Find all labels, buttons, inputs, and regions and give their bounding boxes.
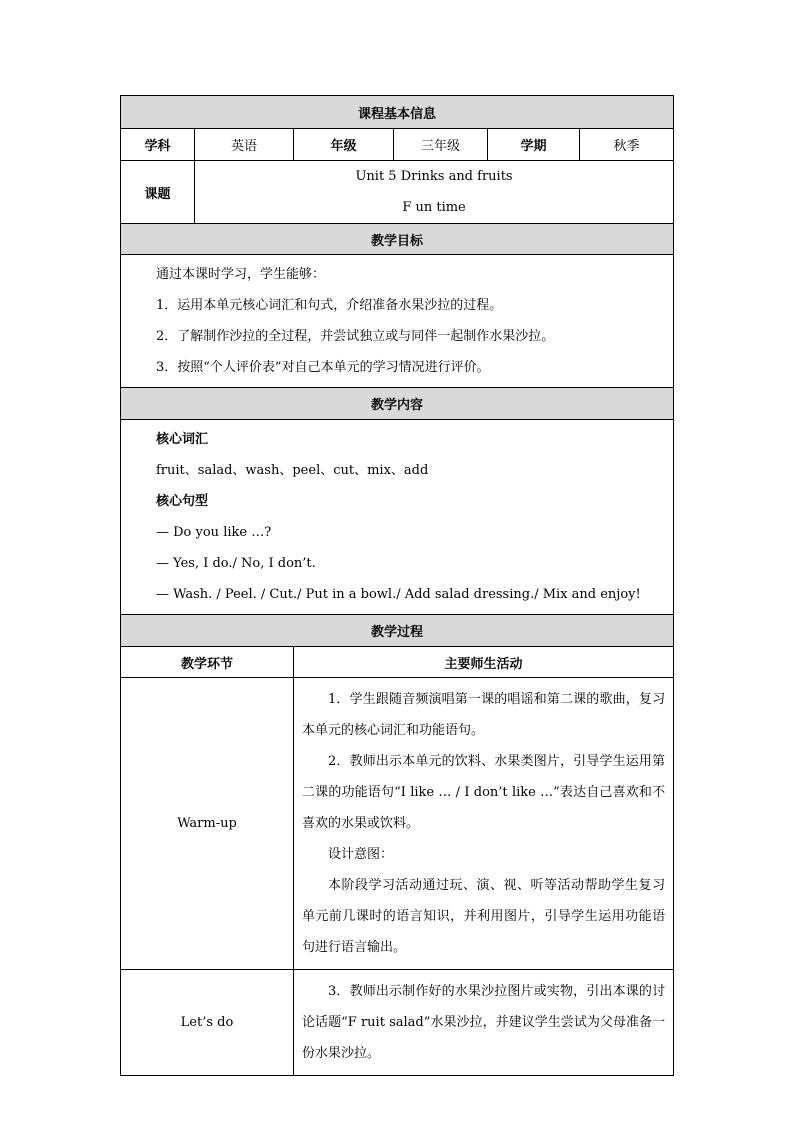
- stage-name-warmup: Warm-up: [121, 678, 294, 970]
- sentence-item: — Wash. / Peel. / Cut./ Put in a bowl./ Add salad dressing./ Mix and enjoy!: [156, 587, 641, 602]
- basic-info-header: 课程基本信息: [121, 96, 674, 129]
- stage-activities-lets-do: [294, 970, 674, 1076]
- objective-item: 1．运用本单元核心词汇和句式，介绍准备水果沙拉的过程。: [156, 298, 503, 313]
- term-value: 秋季: [580, 129, 674, 161]
- process-col-activity: 主要师生活动: [294, 647, 674, 678]
- topic-lesson-title: F un time: [402, 200, 466, 215]
- topic-value: [195, 161, 674, 224]
- term-label: 学期: [488, 129, 580, 161]
- objective-item: 3．按照“个人评价表”对自己本单元的学习情况进行评价。: [156, 360, 490, 375]
- sentence-item: — Do you like …?: [156, 525, 272, 540]
- stage-activities-warmup: [294, 678, 674, 970]
- subject-label: 学科: [121, 129, 195, 161]
- vocab-title: 核心词汇: [156, 432, 209, 447]
- vocab-list: fruit、salad、wash、peel、cut、mix、add: [156, 463, 429, 478]
- objectives-header: 教学目标: [121, 224, 674, 255]
- design-intent-label: 设计意图：: [328, 847, 394, 862]
- activity-paragraph: 本阶段学习活动通过玩、演、视、听等活动帮助学生复习单元前几课时的语言知识，并利用图片，引导学生运用功能语句进行语言输出。: [302, 878, 666, 955]
- process-col-stage: 教学环节: [121, 647, 294, 678]
- topic-unit-title: Unit 5 Drinks and fruits: [355, 169, 513, 184]
- content-body: [121, 420, 674, 615]
- objective-item: 2．了解制作沙拉的全过程，并尝试独立或与同伴一起制作水果沙拉。: [156, 329, 555, 344]
- grade-label: 年级: [294, 129, 394, 161]
- objectives-body: [121, 255, 674, 388]
- content-header: 教学内容: [121, 388, 674, 420]
- sentence-title: 核心句型: [156, 494, 209, 509]
- subject-value: 英语: [195, 129, 294, 161]
- objectives-intro: 通过本课时学习，学生能够：: [156, 267, 326, 282]
- activity-paragraph: 3．教师出示制作好的水果沙拉图片或实物，引出本课的讨论话题“F ruit salad”水果沙拉，并建议学生尝试为父母准备一份水果沙拉。: [302, 984, 666, 1061]
- topic-label: 课题: [121, 161, 195, 224]
- sentence-item: — Yes, I do./ No, I don’t.: [156, 556, 316, 571]
- process-header: 教学过程: [121, 615, 674, 647]
- stage-name-lets-do: Let’s do: [121, 970, 294, 1076]
- lesson-plan-table: [120, 95, 674, 1076]
- activity-paragraph: 1．学生跟随音频演唱第一课的唱谣和第二课的歌曲，复习本单元的核心词汇和功能语句。: [302, 692, 666, 738]
- grade-value: 三年级: [394, 129, 488, 161]
- activity-paragraph: 2．教师出示本单元的饮料、水果类图片，引导学生运用第二课的功能语句“I like … / I don’t like …”表达自己喜欢和不喜欢的水果或饮料。: [302, 754, 666, 831]
